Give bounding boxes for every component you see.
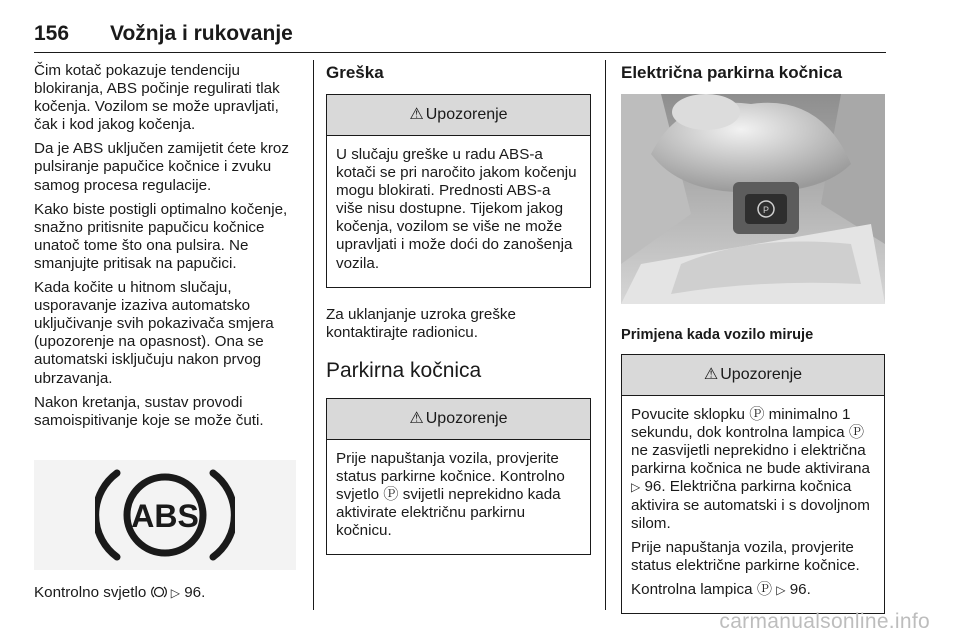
section-heading: Greška xyxy=(326,63,384,82)
warning-box xyxy=(326,398,591,555)
column-divider xyxy=(605,60,606,610)
paragraph: Kako biste postigli optimalno kočenje, snažno pritisnite papučicu kočnice unatoč tome što ona pulsira. Ne smanjujte pritisak na papučici. xyxy=(34,200,288,272)
warning-box xyxy=(326,94,591,288)
parking-p-icon: Ⓟ xyxy=(848,424,865,442)
page-reference[interactable]: 96. xyxy=(789,580,811,598)
warning-triangle-icon: ⚠ xyxy=(409,409,424,427)
ref-arrow-icon: ▷ xyxy=(776,582,786,597)
warning-text xyxy=(631,581,874,599)
chapter-title: Vožnja i rukovanje xyxy=(110,22,293,45)
paragraph: Za uklanjanje uzroka greške kontaktirajte radionicu. xyxy=(326,305,516,341)
ref-arrow-icon: ▷ xyxy=(631,480,641,495)
warning-text-part: minimalno 1 sekundu, dok kontrolna lampica xyxy=(631,406,851,442)
column-left xyxy=(34,62,302,608)
warning-header xyxy=(327,399,590,440)
paragraph: Kada kočite u hitnom slučaju, usporavanje izaziva automatsko uključivanje svih pokazivača smjera (upozorenje na opasnost). Ona se automatski isključuju nakon prvog ubrzavanja. xyxy=(34,279,274,387)
warning-title: Upozorenje xyxy=(425,105,508,123)
subheading: Primjena kada vozilo miruje xyxy=(621,327,814,343)
page-number: 156 xyxy=(34,22,70,45)
warning-box xyxy=(621,354,885,614)
parking-p-icon: Ⓟ xyxy=(749,406,765,424)
abs-icon xyxy=(95,465,235,565)
warning-text-part: Kontrolna lampica xyxy=(631,580,753,598)
warning-text-part: Prije napuštanja vozila, provjerite status parkirne kočnice. Kontrolno svjetlo xyxy=(336,449,565,504)
warning-title: Upozorenje xyxy=(425,409,508,427)
page-reference[interactable]: 96. xyxy=(184,583,206,601)
page-header xyxy=(34,18,886,53)
warning-body xyxy=(327,440,590,554)
paragraph: Nakon kretanja, sustav provodi samoispitivanje koje se može čuti. xyxy=(34,393,264,429)
warning-text-part: ne zasvijetli neprekidno i električna parkirna kočnica ne bude aktivirana xyxy=(631,442,870,478)
warning-body xyxy=(622,396,884,613)
warning-triangle-icon: ⚠ xyxy=(409,105,424,123)
warning-title: Upozorenje xyxy=(720,366,803,384)
abs-icon-text: ABS xyxy=(131,497,199,534)
paragraph: Čim kotač pokazuje tendenciju blokiranja, ABS počinje regulirati tlak kočenja. Vozilom se može upravljati, čak i kod jakog kočenja. xyxy=(34,62,280,134)
column-middle xyxy=(326,62,591,567)
warning-text-part: svijetli neprekidno kada aktivirate električnu parkirnu kočnicu. xyxy=(336,486,561,540)
warning-triangle-icon: ⚠ xyxy=(703,366,719,384)
caption xyxy=(34,584,302,602)
warning-text-part: Povucite sklopku xyxy=(631,406,745,424)
parking-p-icon: Ⓟ xyxy=(383,486,399,504)
caption-text: Kontrolno svjetlo xyxy=(34,583,147,601)
section-heading: Električna parkirna kočnica xyxy=(621,63,843,82)
warning-header xyxy=(327,95,590,136)
abs-small-icon xyxy=(151,585,167,599)
column-divider xyxy=(313,60,314,610)
page-reference[interactable]: 96. Električna parkirna kočnica aktivira se automatski i s dovoljnom silom. xyxy=(631,478,870,532)
warning-text: U slučaju greške u radu ABS-a kotači se pri naročito jakom kočenju mogu blokirati. Prednosti ABS-a više nisu dostupne. Tijekom jakog kočenja, vozilom se više ne može upravljati i može doći do zanošenja vozila. xyxy=(336,146,577,272)
warning-header xyxy=(622,355,884,396)
svg-text:P: P xyxy=(762,205,770,215)
column-right xyxy=(621,62,885,626)
section-heading: Parkirna kočnica xyxy=(326,358,482,382)
watermark: carmanualsonline.info xyxy=(719,610,930,633)
paragraph: Da je ABS uključen zamijetit ćete kroz pulsiranje papučice kočnice i zvuku samog procesa regulacije. xyxy=(34,140,289,194)
warning-body xyxy=(327,136,590,287)
warning-text xyxy=(631,406,874,533)
parking-brake-switch-image xyxy=(621,94,885,304)
abs-warning-light-figure xyxy=(34,460,296,570)
warning-text: Prije napuštanja vozila, provjerite status električne parkirne kočnice. xyxy=(631,538,860,574)
parking-p-icon: Ⓟ xyxy=(756,580,772,598)
ref-arrow-icon: ▷ xyxy=(170,585,180,600)
warning-text xyxy=(336,450,580,540)
